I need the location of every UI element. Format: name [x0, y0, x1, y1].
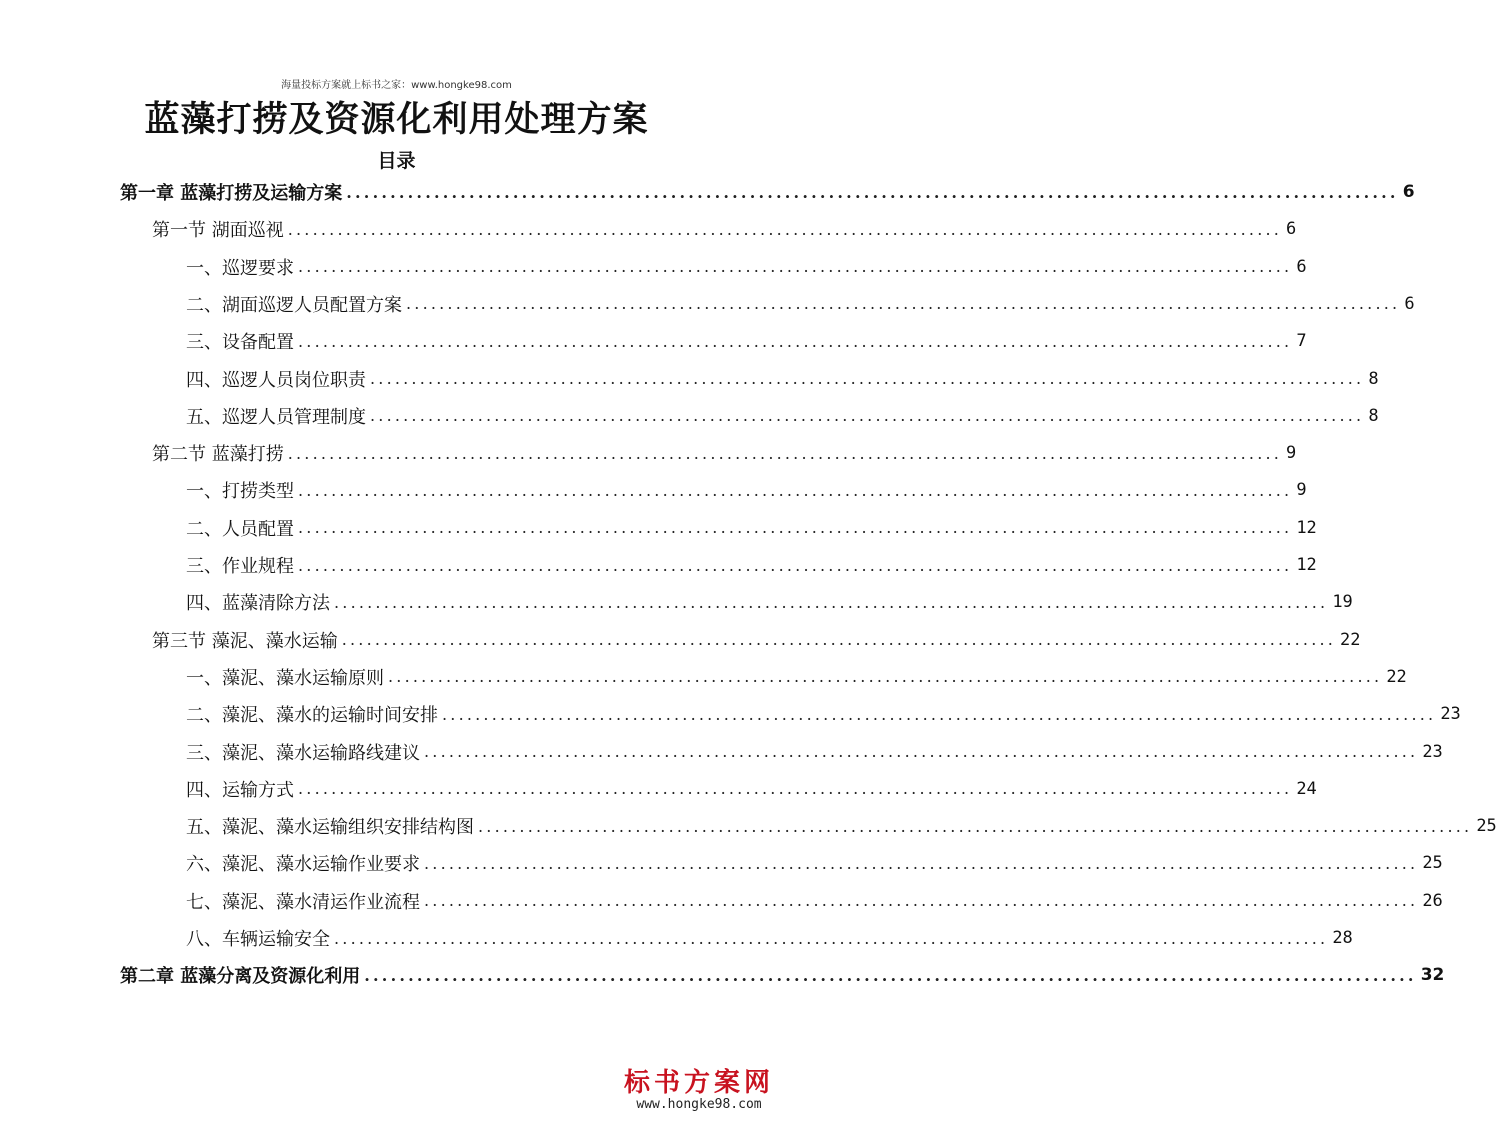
- toc-entry-label: 四、蓝藻清除方法: [186, 593, 330, 615]
- toc-leader-dots: ........................................................................................................................: [364, 965, 1417, 985]
- toc-entry-page-number: 9: [1296, 480, 1307, 501]
- toc-entry-item[interactable]: [186, 402, 1379, 430]
- toc-entry-item[interactable]: [186, 551, 1317, 579]
- toc-entry-item[interactable]: [186, 700, 1461, 728]
- toc-entry-page-number: 22: [1386, 666, 1407, 687]
- watermark-url: www.hongke98.com: [636, 1097, 762, 1112]
- toc-entry-item[interactable]: [186, 812, 1497, 840]
- toc-entry-page-number: 23: [1422, 741, 1443, 762]
- toc-entry-label: 第二章 蓝藻分离及资源化利用: [120, 966, 361, 988]
- toc-entry-label: 第三节 藻泥、藻水运输: [152, 630, 338, 652]
- toc-leader-dots: ........................................................................................................................: [287, 219, 1283, 239]
- toc-heading: 目录: [377, 150, 416, 172]
- toc-entry-page-number: 26: [1422, 890, 1443, 911]
- toc-leader-dots: ........................................................................................................................: [298, 331, 1293, 351]
- toc-entry-page-number: 8: [1368, 405, 1379, 426]
- toc-leader-dots: ........................................................................................................................: [370, 369, 1365, 388]
- toc-entry-label: 第一节 湖面巡视: [152, 220, 284, 242]
- toc-leader-dots: ........................................................................................................................: [346, 182, 1399, 202]
- toc-leader-dots: ........................................................................................................................: [287, 443, 1283, 463]
- toc-entry-item[interactable]: [186, 887, 1443, 915]
- toc-entry-page-number: 9: [1286, 443, 1297, 464]
- toc-entry-page-number: 25: [1476, 816, 1497, 837]
- watermark-brand: 标书方案网: [623, 1068, 774, 1098]
- toc-entry-item[interactable]: [186, 514, 1317, 542]
- watermark-logo: [619, 1062, 779, 1112]
- toc-entry-label: 一、巡逻要求: [186, 257, 294, 279]
- toc-leader-dots: ........................................................................................................................: [388, 667, 1383, 687]
- toc-leader-dots: ........................................................................................................................: [341, 630, 1337, 650]
- toc-entry-page-number: 19: [1332, 592, 1353, 613]
- toc-entry-page-number: 6: [1402, 182, 1415, 202]
- toc-entry-item[interactable]: [186, 290, 1415, 318]
- toc-entry-section[interactable]: [152, 626, 1361, 654]
- toc-entry-page-number: 22: [1340, 629, 1361, 650]
- toc-entry-section[interactable]: [152, 439, 1297, 467]
- toc-leader-dots: ........................................................................................................................: [442, 704, 1437, 724]
- toc-entry-item[interactable]: [186, 738, 1443, 766]
- toc-leader-dots: ........................................................................................................................: [298, 555, 1293, 575]
- toc-entry-label: 二、人员配置: [186, 518, 294, 540]
- toc-leader-dots: ........................................................................................................................: [424, 742, 1419, 761]
- toc-entry-page-number: 12: [1296, 517, 1317, 538]
- toc-leader-dots: ........................................................................................................................: [370, 406, 1365, 426]
- toc-leader-dots: ........................................................................................................................: [424, 853, 1419, 873]
- toc-entry-page-number: 28: [1332, 928, 1353, 948]
- toc-entry-page-number: 25: [1422, 853, 1443, 874]
- toc-entry-page-number: 32: [1420, 965, 1445, 986]
- toc-entry-label: 五、巡逻人员管理制度: [186, 406, 366, 428]
- toc-leader-dots: ........................................................................................................................: [298, 257, 1293, 277]
- toc-leader-dots: ........................................................................................................................: [298, 480, 1293, 500]
- toc-entry-item[interactable]: [186, 365, 1379, 393]
- toc-entry-label: 二、湖面巡逻人员配置方案: [186, 294, 402, 316]
- toc-entry-page-number: 8: [1368, 368, 1379, 389]
- toc-leader-dots: ........................................................................................................................: [406, 294, 1401, 314]
- toc-entry-section[interactable]: [152, 215, 1297, 243]
- toc-entry-label: 第二节 蓝藻打捞: [152, 444, 284, 466]
- toc-entry-page-number: 6: [1296, 256, 1307, 277]
- header-note: 海量投标方案就上标书之家：www.hongke98.com: [281, 80, 512, 91]
- toc-leader-dots: ........................................................................................................................: [334, 592, 1329, 612]
- toc-leader-dots: ........................................................................................................................: [298, 518, 1293, 538]
- toc-entry-item[interactable]: [186, 588, 1353, 616]
- toc-entry-label: 二、藻泥、藻水的运输时间安排: [186, 705, 438, 727]
- toc-entry-page-number: 6: [1404, 293, 1415, 314]
- toc-entry-label: 三、作业规程: [186, 556, 294, 577]
- toc-entry-item[interactable]: [186, 924, 1353, 952]
- toc-entry-label: 七、藻泥、藻水清运作业流程: [186, 891, 420, 913]
- toc-entry-label: 四、运输方式: [186, 779, 294, 801]
- toc-entry-label: 五、藻泥、藻水运输组织安排结构图: [186, 817, 474, 839]
- toc-entry-item[interactable]: [186, 849, 1443, 877]
- toc-entry-label: 八、车辆运输安全: [186, 929, 330, 950]
- toc-entry-label: 三、藻泥、藻水运输路线建议: [186, 742, 420, 764]
- toc-entry-chapter[interactable]: [120, 961, 1445, 989]
- toc-entry-label: 第一章 蓝藻打捞及运输方案: [120, 183, 343, 204]
- toc-entry-item[interactable]: [186, 253, 1307, 281]
- toc-entry-item[interactable]: [186, 663, 1407, 691]
- toc-entry-label: 四、巡逻人员岗位职责: [186, 369, 366, 391]
- toc-entry-label: 一、藻泥、藻水运输原则: [186, 667, 384, 689]
- toc-entry-page-number: 24: [1296, 778, 1317, 799]
- toc-entry-item[interactable]: [186, 775, 1317, 803]
- toc-entry-page-number: 6: [1286, 219, 1297, 240]
- toc-entry-label: 一、打捞类型: [186, 481, 294, 503]
- toc-entry-page-number: 23: [1440, 704, 1461, 725]
- toc-entry-item[interactable]: [186, 327, 1307, 355]
- toc-entry-item[interactable]: [186, 476, 1307, 504]
- toc-leader-dots: ........................................................................................................................: [334, 928, 1329, 948]
- toc-entry-page-number: 12: [1296, 555, 1317, 575]
- toc-entry-chapter[interactable]: [120, 178, 1415, 206]
- toc-leader-dots: ........................................................................................................................: [424, 891, 1419, 911]
- toc-entry-label: 三、设备配置: [186, 332, 294, 354]
- toc-entry-label: 六、藻泥、藻水运输作业要求: [186, 854, 420, 876]
- toc-leader-dots: ........................................................................................................................: [478, 816, 1473, 836]
- toc-leader-dots: ........................................................................................................................: [298, 779, 1293, 799]
- toc-entry-page-number: 7: [1296, 331, 1307, 352]
- document-title: 蓝藻打捞及资源化利用处理方案: [144, 100, 649, 140]
